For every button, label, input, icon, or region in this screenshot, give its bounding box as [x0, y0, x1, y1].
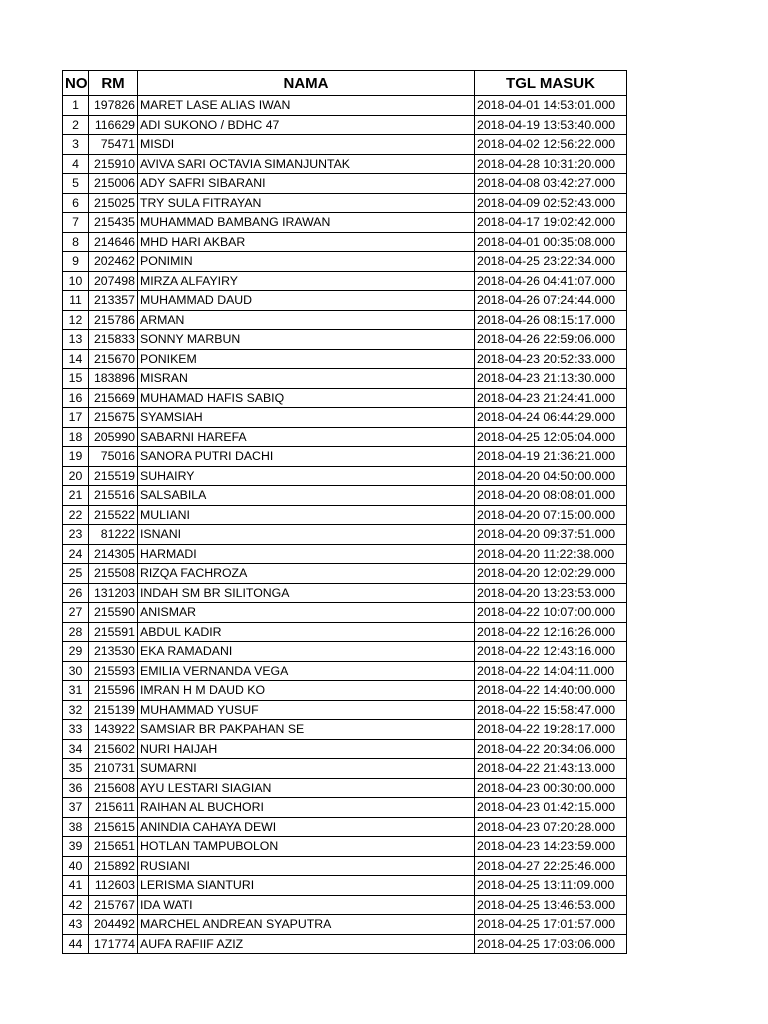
nama-cell: EKA RAMADANI: [138, 642, 475, 662]
row-number: 24: [63, 544, 89, 564]
row-number: 26: [63, 583, 89, 603]
tgl-masuk-cell: 2018-04-23 20:52:33.000: [475, 349, 627, 369]
row-number: 22: [63, 505, 89, 525]
table-row: [63, 115, 627, 135]
table-row: [63, 193, 627, 213]
nama-cell: HOTLAN TAMPUBOLON: [138, 837, 475, 857]
rm-cell: 202462: [89, 252, 138, 272]
table-row: [63, 447, 627, 467]
row-number: 18: [63, 427, 89, 447]
nama-cell: MHD HARI AKBAR: [138, 232, 475, 252]
row-number: 28: [63, 622, 89, 642]
nama-cell: SONNY MARBUN: [138, 330, 475, 350]
nama-cell: RIZQA FACHROZA: [138, 564, 475, 584]
row-number: 13: [63, 330, 89, 350]
tgl-masuk-cell: 2018-04-22 10:07:00.000: [475, 603, 627, 623]
rm-cell: 215435: [89, 213, 138, 233]
table-row: [63, 583, 627, 603]
tgl-masuk-cell: 2018-04-22 14:04:11.000: [475, 661, 627, 681]
row-number: 3: [63, 135, 89, 155]
rm-cell: 210731: [89, 759, 138, 779]
tgl-masuk-cell: 2018-04-28 10:31:20.000: [475, 154, 627, 174]
tgl-masuk-cell: 2018-04-25 12:05:04.000: [475, 427, 627, 447]
table-row: [63, 388, 627, 408]
header-row: [63, 71, 627, 96]
nama-cell: EMILIA VERNANDA VEGA: [138, 661, 475, 681]
nama-cell: MARET LASE ALIAS IWAN: [138, 96, 475, 116]
tgl-masuk-cell: 2018-04-23 21:24:41.000: [475, 388, 627, 408]
rm-cell: 215767: [89, 895, 138, 915]
nama-cell: ANINDIA CAHAYA DEWI: [138, 817, 475, 837]
tgl-masuk-cell: 2018-04-25 23:22:34.000: [475, 252, 627, 272]
tgl-masuk-cell: 2018-04-17 19:02:42.000: [475, 213, 627, 233]
row-number: 2: [63, 115, 89, 135]
tgl-masuk-cell: 2018-04-27 22:25:46.000: [475, 856, 627, 876]
tgl-masuk-cell: 2018-04-23 07:20:28.000: [475, 817, 627, 837]
nama-cell: MUHAMMAD DAUD: [138, 291, 475, 311]
tgl-masuk-cell: 2018-04-20 13:23:53.000: [475, 583, 627, 603]
row-number: 30: [63, 661, 89, 681]
table-row: [63, 232, 627, 252]
table-row: [63, 895, 627, 915]
rm-cell: 215892: [89, 856, 138, 876]
row-number: 9: [63, 252, 89, 272]
table-row: [63, 408, 627, 428]
tgl-masuk-cell: 2018-04-23 00:30:00.000: [475, 778, 627, 798]
nama-cell: INDAH SM BR SILITONGA: [138, 583, 475, 603]
table-row: [63, 837, 627, 857]
row-number: 5: [63, 174, 89, 194]
nama-cell: AUFA RAFIIF AZIZ: [138, 934, 475, 954]
row-number: 42: [63, 895, 89, 915]
tgl-masuk-cell: 2018-04-01 00:35:08.000: [475, 232, 627, 252]
nama-cell: IDA WATI: [138, 895, 475, 915]
nama-cell: SABARNI HAREFA: [138, 427, 475, 447]
tgl-masuk-cell: 2018-04-26 22:59:06.000: [475, 330, 627, 350]
nama-cell: RUSIANI: [138, 856, 475, 876]
nama-cell: MISRAN: [138, 369, 475, 389]
rm-cell: 215006: [89, 174, 138, 194]
nama-cell: SUMARNI: [138, 759, 475, 779]
row-number: 8: [63, 232, 89, 252]
tgl-masuk-cell: 2018-04-23 21:13:30.000: [475, 369, 627, 389]
row-number: 31: [63, 681, 89, 701]
row-number: 44: [63, 934, 89, 954]
nama-cell: ISNANI: [138, 525, 475, 545]
rm-cell: 143922: [89, 720, 138, 740]
table-row: [63, 427, 627, 447]
table-row: [63, 154, 627, 174]
row-number: 32: [63, 700, 89, 720]
rm-cell: 75471: [89, 135, 138, 155]
rm-cell: 215522: [89, 505, 138, 525]
rm-cell: 183896: [89, 369, 138, 389]
tgl-masuk-cell: 2018-04-22 20:34:06.000: [475, 739, 627, 759]
nama-cell: MUHAMMAD YUSUF: [138, 700, 475, 720]
table-row: [63, 856, 627, 876]
rm-cell: 215786: [89, 310, 138, 330]
rm-cell: 214305: [89, 544, 138, 564]
table-row: [63, 466, 627, 486]
tgl-masuk-cell: 2018-04-22 12:43:16.000: [475, 642, 627, 662]
rm-cell: 215611: [89, 798, 138, 818]
tgl-masuk-cell: 2018-04-20 08:08:01.000: [475, 486, 627, 506]
header-nama: NAMA: [138, 71, 475, 96]
rm-cell: 205990: [89, 427, 138, 447]
rm-cell: 207498: [89, 271, 138, 291]
table-row: [63, 681, 627, 701]
nama-cell: SUHAIRY: [138, 466, 475, 486]
row-number: 36: [63, 778, 89, 798]
rm-cell: 215516: [89, 486, 138, 506]
tgl-masuk-cell: 2018-04-20 12:02:29.000: [475, 564, 627, 584]
rm-cell: 197826: [89, 96, 138, 116]
rm-cell: 131203: [89, 583, 138, 603]
nama-cell: MUHAMMAD BAMBANG IRAWAN: [138, 213, 475, 233]
rm-cell: 171774: [89, 934, 138, 954]
nama-cell: MISDI: [138, 135, 475, 155]
row-number: 23: [63, 525, 89, 545]
table-row: [63, 252, 627, 272]
row-number: 7: [63, 213, 89, 233]
row-number: 12: [63, 310, 89, 330]
row-number: 21: [63, 486, 89, 506]
tgl-masuk-cell: 2018-04-26 04:41:07.000: [475, 271, 627, 291]
nama-cell: SYAMSIAH: [138, 408, 475, 428]
table-row: [63, 603, 627, 623]
nama-cell: IMRAN H M DAUD KO: [138, 681, 475, 701]
table-row: [63, 798, 627, 818]
tgl-masuk-cell: 2018-04-02 12:56:22.000: [475, 135, 627, 155]
rm-cell: 215025: [89, 193, 138, 213]
tgl-masuk-cell: 2018-04-26 07:24:44.000: [475, 291, 627, 311]
row-number: 38: [63, 817, 89, 837]
nama-cell: MULIANI: [138, 505, 475, 525]
row-number: 39: [63, 837, 89, 857]
table-row: [63, 525, 627, 545]
nama-cell: ABDUL KADIR: [138, 622, 475, 642]
tgl-masuk-cell: 2018-04-25 13:46:53.000: [475, 895, 627, 915]
nama-cell: RAIHAN AL BUCHORI: [138, 798, 475, 818]
nama-cell: PONIMIN: [138, 252, 475, 272]
rm-cell: 215508: [89, 564, 138, 584]
row-number: 25: [63, 564, 89, 584]
table-row: [63, 720, 627, 740]
rm-cell: 215833: [89, 330, 138, 350]
table-row: [63, 330, 627, 350]
row-number: 35: [63, 759, 89, 779]
nama-cell: MARCHEL ANDREAN SYAPUTRA: [138, 915, 475, 935]
tgl-masuk-cell: 2018-04-22 19:28:17.000: [475, 720, 627, 740]
table-row: [63, 564, 627, 584]
nama-cell: MIRZA ALFAYIRY: [138, 271, 475, 291]
table-row: [63, 271, 627, 291]
tgl-masuk-cell: 2018-04-20 04:50:00.000: [475, 466, 627, 486]
row-number: 19: [63, 447, 89, 467]
table-row: [63, 817, 627, 837]
rm-cell: 215139: [89, 700, 138, 720]
tgl-masuk-cell: 2018-04-22 21:43:13.000: [475, 759, 627, 779]
tgl-masuk-cell: 2018-04-25 17:01:57.000: [475, 915, 627, 935]
tgl-masuk-cell: 2018-04-09 02:52:43.000: [475, 193, 627, 213]
tgl-masuk-cell: 2018-04-22 12:16:26.000: [475, 622, 627, 642]
tgl-masuk-cell: 2018-04-19 21:36:21.000: [475, 447, 627, 467]
rm-cell: 213357: [89, 291, 138, 311]
table-row: [63, 739, 627, 759]
row-number: 27: [63, 603, 89, 623]
rm-cell: 215591: [89, 622, 138, 642]
table-row: [63, 759, 627, 779]
nama-cell: NURI HAIJAH: [138, 739, 475, 759]
table-row: [63, 661, 627, 681]
nama-cell: ADI SUKONO / BDHC 47: [138, 115, 475, 135]
nama-cell: SAMSIAR BR PAKPAHAN SE: [138, 720, 475, 740]
rm-cell: 215910: [89, 154, 138, 174]
row-number: 6: [63, 193, 89, 213]
header-tgl-masuk: TGL MASUK: [475, 71, 627, 96]
nama-cell: MUHAMAD HAFIS SABIQ: [138, 388, 475, 408]
table-row: [63, 622, 627, 642]
nama-cell: ADY SAFRI SIBARANI: [138, 174, 475, 194]
row-number: 29: [63, 642, 89, 662]
row-number: 17: [63, 408, 89, 428]
nama-cell: SANORA PUTRI DACHI: [138, 447, 475, 467]
tgl-masuk-cell: 2018-04-19 13:53:40.000: [475, 115, 627, 135]
row-number: 10: [63, 271, 89, 291]
row-number: 20: [63, 466, 89, 486]
header-no: NO: [63, 71, 89, 96]
row-number: 43: [63, 915, 89, 935]
table-row: [63, 291, 627, 311]
header-rm: RM: [89, 71, 138, 96]
table-row: [63, 915, 627, 935]
table-row: [63, 174, 627, 194]
tgl-masuk-cell: 2018-04-20 07:15:00.000: [475, 505, 627, 525]
rm-cell: 112603: [89, 876, 138, 896]
row-number: 41: [63, 876, 89, 896]
tgl-masuk-cell: 2018-04-08 03:42:27.000: [475, 174, 627, 194]
nama-cell: AVIVA SARI OCTAVIA SIMANJUNTAK: [138, 154, 475, 174]
tgl-masuk-cell: 2018-04-22 14:40:00.000: [475, 681, 627, 701]
nama-cell: TRY SULA FITRAYAN: [138, 193, 475, 213]
nama-cell: LERISMA SIANTURI: [138, 876, 475, 896]
rm-cell: 213530: [89, 642, 138, 662]
table-row: [63, 642, 627, 662]
table-row: [63, 135, 627, 155]
tgl-masuk-cell: 2018-04-20 11:22:38.000: [475, 544, 627, 564]
table-row: [63, 544, 627, 564]
table-row: [63, 369, 627, 389]
tgl-masuk-cell: 2018-04-23 01:42:15.000: [475, 798, 627, 818]
rm-cell: 81222: [89, 525, 138, 545]
table-row: [63, 505, 627, 525]
tgl-masuk-cell: 2018-04-20 09:37:51.000: [475, 525, 627, 545]
rm-cell: 215669: [89, 388, 138, 408]
rm-cell: 215608: [89, 778, 138, 798]
tgl-masuk-cell: 2018-04-25 17:03:06.000: [475, 934, 627, 954]
nama-cell: ANISMAR: [138, 603, 475, 623]
rm-cell: 75016: [89, 447, 138, 467]
table-row: [63, 778, 627, 798]
rm-cell: 214646: [89, 232, 138, 252]
rm-cell: 215602: [89, 739, 138, 759]
table-row: [63, 876, 627, 896]
tgl-masuk-cell: 2018-04-25 13:11:09.000: [475, 876, 627, 896]
row-number: 14: [63, 349, 89, 369]
table-row: [63, 310, 627, 330]
table-row: [63, 96, 627, 116]
rm-cell: 204492: [89, 915, 138, 935]
table-row: [63, 213, 627, 233]
nama-cell: SALSABILA: [138, 486, 475, 506]
row-number: 34: [63, 739, 89, 759]
nama-cell: HARMADI: [138, 544, 475, 564]
row-number: 37: [63, 798, 89, 818]
rm-cell: 215596: [89, 681, 138, 701]
table-row: [63, 700, 627, 720]
rm-cell: 215615: [89, 817, 138, 837]
rm-cell: 116629: [89, 115, 138, 135]
row-number: 4: [63, 154, 89, 174]
tgl-masuk-cell: 2018-04-01 14:53:01.000: [475, 96, 627, 116]
row-number: 11: [63, 291, 89, 311]
nama-cell: PONIKEM: [138, 349, 475, 369]
row-number: 15: [63, 369, 89, 389]
rm-cell: 215590: [89, 603, 138, 623]
rm-cell: 215651: [89, 837, 138, 857]
row-number: 1: [63, 96, 89, 116]
rm-cell: 215593: [89, 661, 138, 681]
row-number: 16: [63, 388, 89, 408]
rm-cell: 215519: [89, 466, 138, 486]
row-number: 40: [63, 856, 89, 876]
table-row: [63, 349, 627, 369]
nama-cell: ARMAN: [138, 310, 475, 330]
rm-cell: 215675: [89, 408, 138, 428]
nama-cell: AYU LESTARI SIAGIAN: [138, 778, 475, 798]
tgl-masuk-cell: 2018-04-23 14:23:59.000: [475, 837, 627, 857]
tgl-masuk-cell: 2018-04-24 06:44:29.000: [475, 408, 627, 428]
tgl-masuk-cell: 2018-04-26 08:15:17.000: [475, 310, 627, 330]
tgl-masuk-cell: 2018-04-22 15:58:47.000: [475, 700, 627, 720]
rm-cell: 215670: [89, 349, 138, 369]
table-row: [63, 934, 627, 954]
table-row: [63, 486, 627, 506]
row-number: 33: [63, 720, 89, 740]
patient-admission-table: [62, 70, 627, 954]
